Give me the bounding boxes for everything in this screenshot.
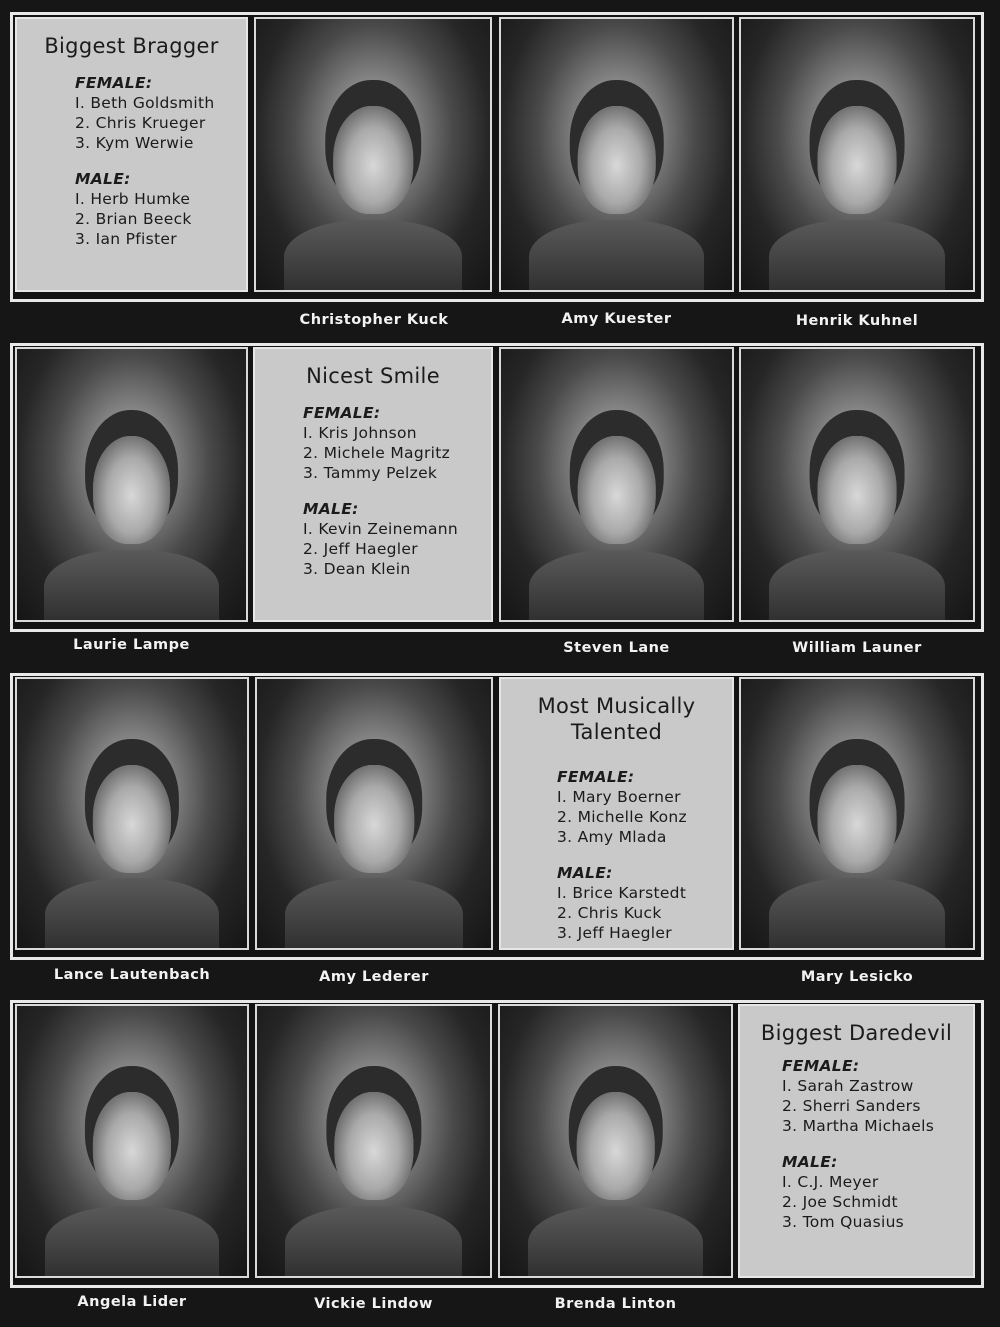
male-list — [557, 863, 714, 943]
award-title-line: Most Musically — [537, 694, 696, 718]
award-title: Biggest Bragger — [44, 34, 219, 58]
portrait-photo — [15, 677, 249, 950]
portrait-photo — [739, 17, 975, 292]
male-list — [782, 1152, 955, 1232]
portrait-photo — [499, 17, 734, 292]
award-biggest-bragger — [15, 17, 248, 292]
portrait-caption: Vickie Lindow — [314, 1296, 433, 1312]
list-item: 3. Kym Werwie — [75, 134, 194, 152]
female-label: FEMALE: — [557, 768, 635, 786]
portrait-caption: Mary Lesicko — [800, 969, 914, 985]
male-label: MALE: — [782, 1153, 838, 1171]
list-item: I. Herb Humke — [75, 190, 191, 208]
portrait-photo — [254, 17, 492, 292]
portrait-caption: Laurie Lampe — [73, 637, 190, 653]
list-item: 3. Martha Michaels — [782, 1117, 935, 1135]
portrait-photo — [499, 347, 734, 622]
list-item: 2. Chris Krueger — [75, 114, 206, 132]
list-item: 3. Jeff Haegler — [557, 924, 672, 942]
female-label: FEMALE: — [303, 404, 381, 422]
portrait-caption: Angela Lider — [77, 1294, 187, 1310]
portrait-photo — [739, 677, 975, 950]
portrait-photo — [255, 677, 493, 950]
award-title — [519, 693, 714, 745]
award-title: Biggest Daredevil — [760, 1021, 953, 1045]
portrait-caption: Amy Lederer — [319, 969, 429, 985]
award-most-musically-talented — [499, 677, 734, 950]
female-label: FEMALE: — [782, 1057, 860, 1075]
list-item: 2. Joe Schmidt — [782, 1193, 898, 1211]
female-list — [303, 403, 473, 483]
list-item: 2. Brian Beeck — [75, 210, 192, 228]
portrait-caption: William Launer — [792, 640, 922, 656]
list-item: 3. Ian Pfister — [75, 230, 177, 248]
portrait-photo — [15, 347, 248, 622]
portrait-caption: Lance Lautenbach — [53, 967, 211, 983]
male-label: MALE: — [303, 500, 359, 518]
list-item: I. Sarah Zastrow — [782, 1077, 914, 1095]
female-list — [557, 767, 714, 847]
list-item: I. Mary Boerner — [557, 788, 681, 806]
portrait-caption: Steven Lane — [563, 640, 670, 656]
portrait-photo — [498, 1004, 733, 1278]
list-item: I. C.J. Meyer — [782, 1173, 879, 1191]
award-biggest-daredevil — [738, 1004, 975, 1278]
portrait-photo — [15, 1004, 249, 1278]
portrait-photo — [255, 1004, 492, 1278]
male-list — [75, 169, 228, 249]
portrait-photo — [739, 347, 975, 622]
female-list — [75, 73, 228, 153]
list-item: 2. Sherri Sanders — [782, 1097, 921, 1115]
list-item: 2. Jeff Haegler — [303, 540, 418, 558]
portrait-caption: Henrik Kuhnel — [795, 313, 919, 329]
list-item: 3. Tom Quasius — [782, 1213, 905, 1231]
list-item: 2. Chris Kuck — [557, 904, 662, 922]
list-item: I. Kris Johnson — [303, 424, 417, 442]
male-label: MALE: — [557, 864, 613, 882]
portrait-caption: Amy Kuester — [561, 311, 672, 327]
male-label: MALE: — [75, 170, 131, 188]
list-item: 3. Dean Klein — [303, 560, 411, 578]
award-title-line: Talented — [570, 720, 663, 744]
list-item: 3. Amy Mlada — [557, 828, 667, 846]
list-item: 2. Michelle Konz — [557, 808, 687, 826]
portrait-caption: Christopher Kuck — [299, 312, 449, 328]
award-nicest-smile — [253, 347, 493, 622]
list-item: I. Kevin Zeinemann — [303, 520, 459, 538]
female-list — [782, 1056, 955, 1136]
list-item: 2. Michele Magritz — [303, 444, 451, 462]
award-title: Nicest Smile — [306, 364, 440, 388]
female-label: FEMALE: — [75, 74, 153, 92]
list-item: I. Beth Goldsmith — [75, 94, 215, 112]
list-item: I. Brice Karstedt — [557, 884, 687, 902]
portrait-caption: Brenda Linton — [554, 1296, 677, 1312]
list-item: 3. Tammy Pelzek — [303, 464, 438, 482]
male-list — [303, 499, 473, 579]
